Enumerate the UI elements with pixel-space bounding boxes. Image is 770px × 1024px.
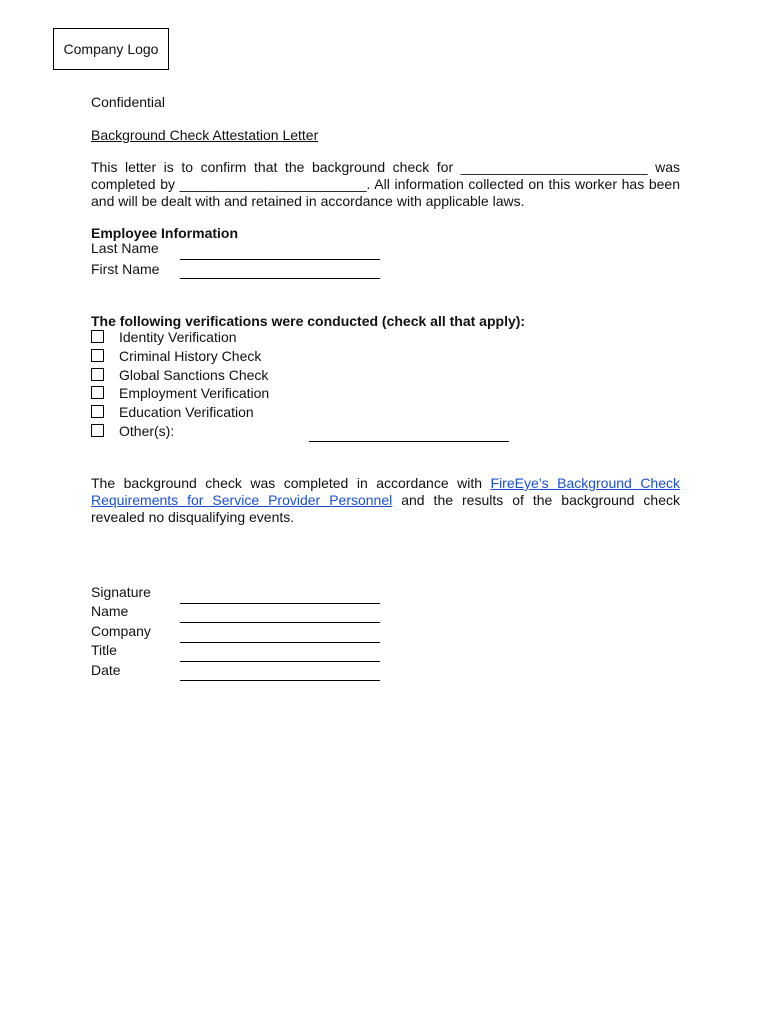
company-logo-text: Company Logo: [63, 41, 159, 57]
date-label: Date: [91, 662, 121, 678]
checkbox[interactable]: [91, 368, 104, 381]
checkbox[interactable]: [91, 424, 104, 437]
name-label: Name: [91, 603, 129, 619]
last-name-field[interactable]: [180, 259, 380, 260]
verification-label: Other(s):: [119, 422, 175, 439]
company-logo-placeholder: [53, 28, 169, 70]
employee-info-heading: Employee Information: [91, 225, 239, 241]
intro-paragraph: This letter is to confirm that the background check for ________________________ was completed by ________________________. All information collected on this worker has been and will be dealt with and retained in accordance with applicable laws.: [91, 159, 680, 209]
verification-item-employment[interactable]: [91, 383, 269, 402]
verification-label: Employment Verification: [119, 384, 270, 401]
other-verification-field[interactable]: [309, 441, 509, 442]
requirements-link[interactable]: FireEye’s Background Check Requirements for Service Provider Personnel: [91, 475, 681, 508]
date-field[interactable]: [180, 680, 380, 681]
signature-label: Signature: [91, 584, 151, 600]
verification-label: Criminal History Check: [119, 347, 262, 364]
last-name-label: Last Name: [91, 240, 159, 256]
verification-label: Identity Verification: [119, 328, 237, 345]
verifications-heading: The following verifications were conducted (check all that apply):: [91, 313, 526, 329]
verification-item-education[interactable]: [91, 402, 254, 421]
first-name-label: First Name: [91, 261, 160, 277]
completion-text-after: and the results of the background check revealed no disqualifying events.: [91, 492, 680, 525]
checkbox[interactable]: [91, 349, 104, 362]
signature-field[interactable]: [180, 603, 380, 604]
completion-text-before: The background check was completed in accordance with: [91, 475, 491, 491]
verification-label: Global Sanctions Check: [119, 366, 269, 383]
title-field[interactable]: [180, 661, 380, 662]
verification-item-criminal[interactable]: [91, 346, 261, 365]
first-name-field[interactable]: [180, 278, 380, 279]
letter-title: Background Check Attestation Letter: [91, 127, 319, 143]
company-label: Company: [91, 623, 151, 639]
verification-item-identity[interactable]: [91, 327, 237, 346]
title-label: Title: [91, 642, 117, 658]
company-field[interactable]: [180, 642, 380, 643]
checkbox[interactable]: [91, 386, 104, 399]
checkbox[interactable]: [91, 330, 104, 343]
completion-paragraph: [91, 475, 680, 526]
verification-item-sanctions[interactable]: [91, 365, 268, 384]
verification-label: Education Verification: [119, 403, 254, 420]
name-field[interactable]: [180, 622, 380, 623]
verification-item-other[interactable]: [91, 421, 174, 440]
confidential-label: Confidential: [91, 94, 165, 110]
checkbox[interactable]: [91, 405, 104, 418]
